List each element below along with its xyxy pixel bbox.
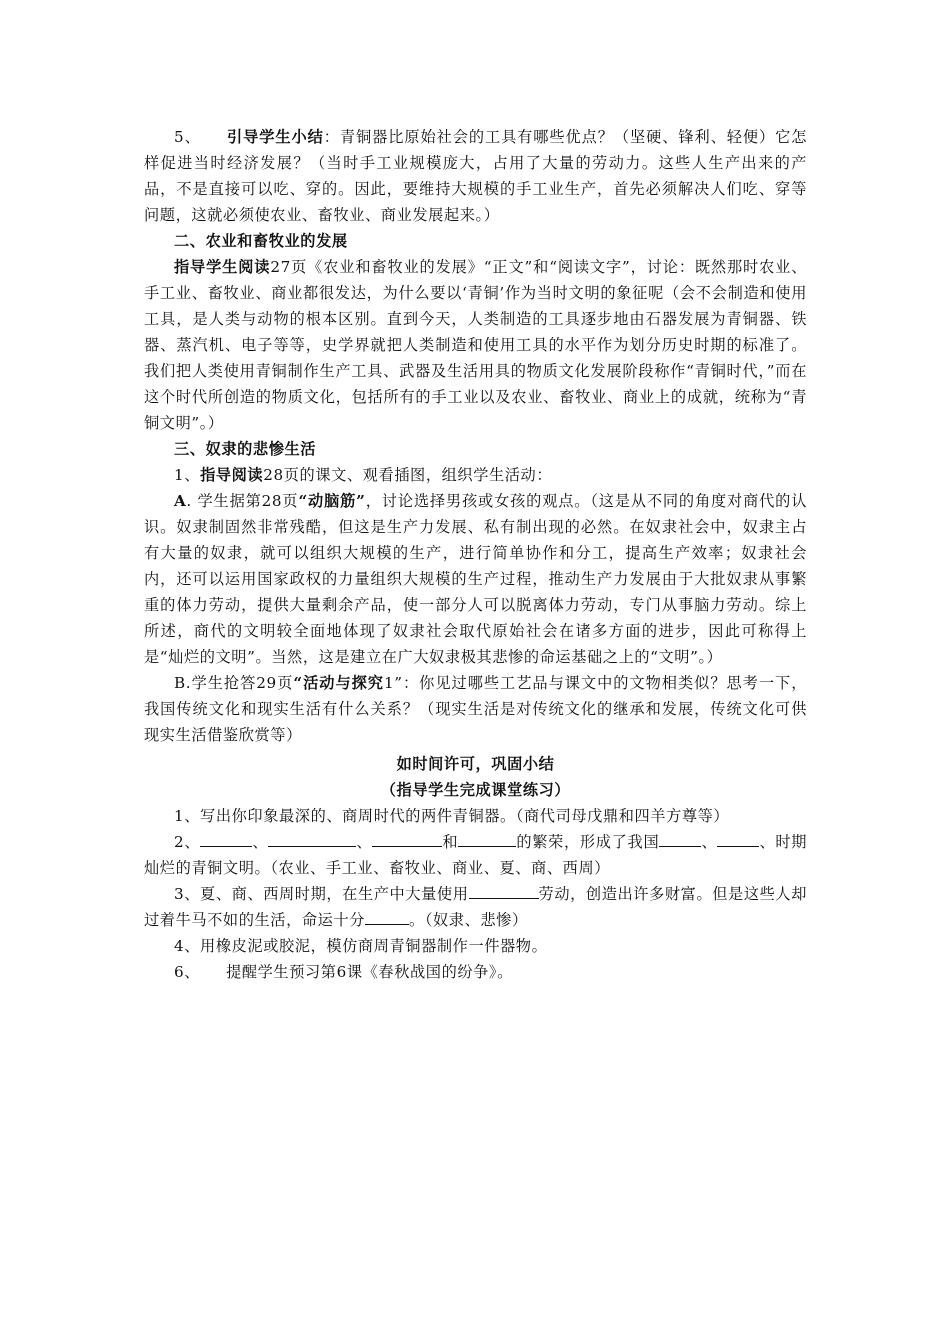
exercise-1: 1、写出你印象最深的、商周时代的两件青铜器。（商代司母戊鼎和四羊方尊等） (174, 807, 730, 825)
exercise-2: 2、 、 、 和 的繁荣，形成了我国 、 、时期灿烂的青铜文明。（农业、手工业、畜牧业、商业、夏、商、西周） (144, 829, 807, 881)
section-heading-2: 二、农业和畜牧业的发展 (174, 232, 348, 250)
paragraph-text: B.学生抢答29页 (174, 674, 294, 692)
paragraph-summary (144, 124, 807, 228)
fill-blank[interactable] (200, 830, 252, 847)
center-heading: 如时间许可，巩固小结 (396, 755, 555, 773)
paragraph-text: ，讨论选择男孩或女孩的观点。（这是从不同的角度对商代的认识。奴隶制固然非常残酷，但这是生产力发展、私有制出现的必然。在奴隶社会中，奴隶主占有大量的奴隶，就可以组织大规模的生产，进行简单协作和分工，提高生产效率；奴隶社会内，还可以运用国家政权的力量组织大规模的生产过程，推动生产力发展由于大批奴隶从事繁重的体力劳动，提供大量剩余产品，使一部分人可以脱离体力劳动，专门从事脑力劳动。综上所述，商代的文明较全面地体现了奴隶社会取代原始社会在诸多方面的进步，因此可称得上是“灿烂的文明”。当然，这是建立在广大奴隶极其悲惨的命运基础之上的“文明”。） (144, 492, 807, 666)
item-number: 6、 (174, 963, 201, 981)
item-number: 1、 (174, 466, 201, 484)
paragraph-agriculture (144, 254, 807, 436)
paragraph-text: 提醒学生预习第6课《春秋战国的纷争》。 (226, 963, 513, 981)
paragraph-activity-b (144, 670, 807, 748)
lead-phrase: 引导学生小结 (226, 128, 324, 146)
paragraph-text: 1”：你见过哪些工艺品与课文中的文物相类似？思考一下，我国传统文化和现实生活有什么关系？（现实生活是对传统文化的继承和发展，传统文化可供现实生活借鉴欣赏等） (144, 674, 807, 744)
lead-phrase: 指导学生阅读 (174, 258, 271, 276)
fill-blank[interactable] (365, 908, 409, 925)
paragraph-activity-a (144, 488, 807, 670)
exercise-4: 4、用橡皮泥或胶泥，模仿商周青铜器制作一件器物。 (174, 937, 548, 955)
paragraph-text: . 学生据第28页 (186, 492, 299, 510)
paragraph-reading (144, 462, 807, 488)
fill-blank[interactable] (268, 830, 356, 847)
section-heading-3: 三、奴隶的悲惨生活 (174, 440, 317, 458)
bold-phrase: “活动与探究 (293, 674, 384, 692)
paragraph-preview (144, 959, 807, 985)
paragraph-text: 27页《农业和畜牧业的发展》“正文”和“阅读文字”，讨论：既然那时农业、手工业、畜牧业、商业都很发达，为什么要以‘青铜’作为当时文明的象征呢（会不会制造和使用工具，是人类与动物的根本区别。直到今天，人类制造的工具逐步地由石器发展为青铜器、铁器、蒸汽机、电子等等，史学界就把人类制造和使用工具的水平作为划分历史时期的标准了。我们把人类使用青铜制作生产工具、武器及生活用具的物质文化发展阶段称作“青铜时代，”而在这个时代所创造的物质文化，包括所有的手工业以及农业、畜牧业、商业上的成就，统称为“青铜文明”。） (144, 258, 807, 432)
item-letter: A (174, 492, 187, 510)
center-subheading: （指导学生完成课堂练习） (380, 781, 571, 799)
fill-blank[interactable] (372, 830, 442, 847)
fill-blank[interactable] (717, 830, 759, 847)
paragraph-text: ：青铜器比原始社会的工具有哪些优点？（坚硬、锋利、轻便）它怎样促进当时经济发展？（当时手工业规模庞大，占用了大量的劳动力。这些人生产出来的产品，不是直接可以吃、穿的。因此，要维持大规模的手工业生产，首先必须解决人们吃、穿等问题，这就必须使农业、畜牧业、商业发展起来。） (144, 128, 807, 224)
paragraph-text: 28页的课文、观看插图，组织学生活动： (263, 466, 553, 484)
document-body (144, 124, 807, 985)
lead-phrase: 指导阅读 (200, 466, 264, 484)
fill-blank[interactable] (469, 882, 539, 899)
exercise-3: 3、夏、商、西周时期，在生产中大量使用 劳动，创造出许多财富。但是这些人却过着牛马不如的生活，命运十分 。（奴隶、悲惨） (144, 881, 807, 933)
bold-phrase: “动脑筋” (298, 492, 366, 510)
item-number: 5、 (174, 128, 201, 146)
fill-blank[interactable] (659, 830, 701, 847)
fill-blank[interactable] (458, 830, 516, 847)
